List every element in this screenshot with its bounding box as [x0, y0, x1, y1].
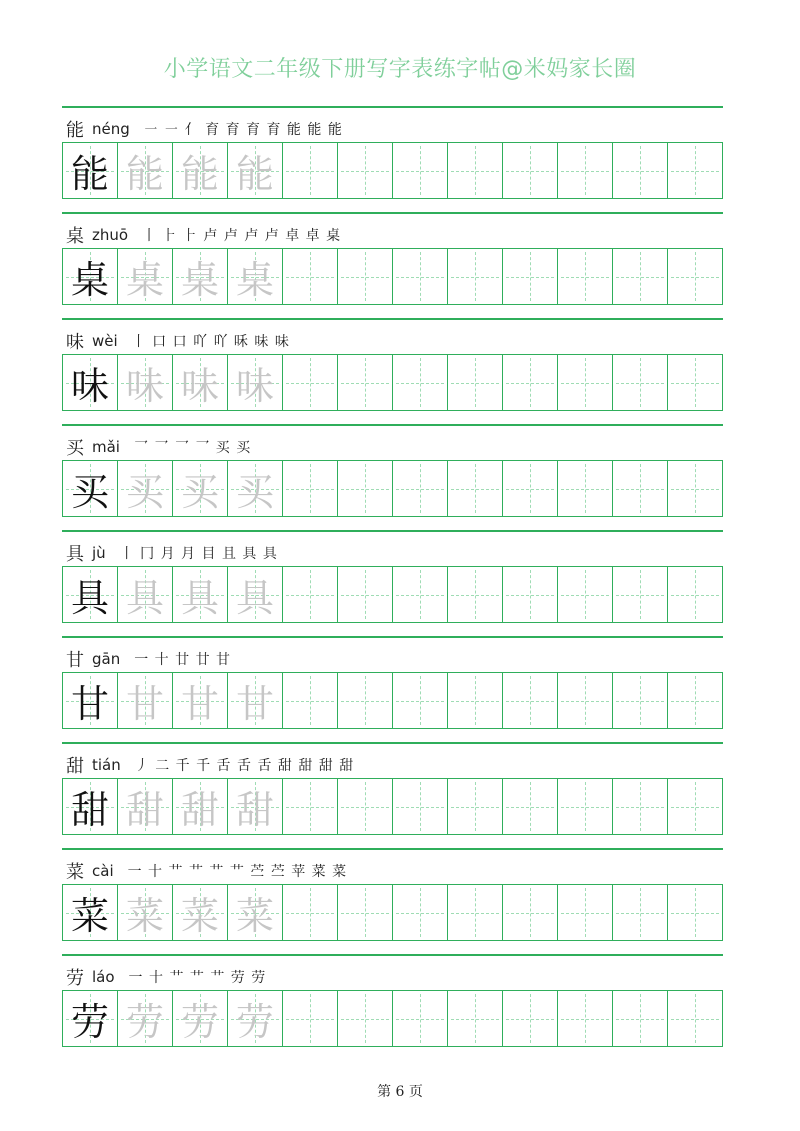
- stroke-order: 丨 口 口 吖 吖 咊 味 味: [131, 334, 290, 350]
- model-character: 桌: [70, 258, 109, 302]
- grid-cell-blank[interactable]: [338, 143, 393, 198]
- row-header: [66, 964, 266, 990]
- trace-character: 劳: [180, 1000, 219, 1044]
- character-label: 能: [66, 120, 84, 141]
- grid-cell-blank[interactable]: [393, 461, 448, 516]
- grid-cell-model: [63, 991, 118, 1046]
- practice-row: [62, 106, 723, 212]
- pinyin-label: zhuō: [92, 226, 129, 244]
- trace-character: 桌: [235, 258, 274, 302]
- grid-cell-blank[interactable]: [558, 461, 613, 516]
- writing-grid: [62, 142, 723, 199]
- grid-cell-trace: [228, 355, 283, 410]
- row-divider: [62, 106, 723, 108]
- grid-cell-blank[interactable]: [613, 249, 668, 304]
- grid-cell-blank[interactable]: [558, 143, 613, 198]
- grid-cell-model: [63, 779, 118, 834]
- grid-cell-blank[interactable]: [338, 885, 393, 940]
- row-divider: [62, 954, 723, 956]
- pinyin-label: cài: [92, 862, 114, 880]
- character-label: 味: [66, 332, 84, 353]
- grid-cell-blank[interactable]: [338, 567, 393, 622]
- grid-cell-trace: [173, 461, 228, 516]
- row-divider: [62, 530, 723, 532]
- grid-cell-blank[interactable]: [558, 673, 613, 728]
- row-header: [66, 858, 347, 884]
- grid-cell-blank[interactable]: [558, 567, 613, 622]
- grid-cell-blank[interactable]: [503, 673, 558, 728]
- grid-cell-blank[interactable]: [393, 567, 448, 622]
- stroke-order: 一 十 艹 艹 艹 劳 劳: [128, 970, 267, 986]
- grid-cell-model: [63, 355, 118, 410]
- row-divider: [62, 424, 723, 426]
- writing-grid: [62, 778, 723, 835]
- model-character: 劳: [70, 1000, 109, 1044]
- practice-row: [62, 742, 723, 848]
- row-header: [66, 328, 290, 354]
- character-label: 买: [66, 438, 84, 459]
- grid-cell-trace: [173, 567, 228, 622]
- trace-character: 劳: [125, 1000, 164, 1044]
- grid-cell-blank[interactable]: [503, 779, 558, 834]
- grid-cell-trace: [228, 991, 283, 1046]
- grid-cell-blank[interactable]: [668, 885, 722, 940]
- grid-cell-blank[interactable]: [448, 249, 503, 304]
- grid-cell-blank[interactable]: [668, 143, 722, 198]
- grid-cell-trace: [118, 991, 173, 1046]
- grid-cell-trace: [173, 779, 228, 834]
- practice-row: [62, 318, 723, 424]
- grid-cell-trace: [228, 143, 283, 198]
- practice-row: [62, 954, 723, 1060]
- grid-cell-model: [63, 143, 118, 198]
- grid-cell-blank[interactable]: [393, 143, 448, 198]
- grid-cell-trace: [118, 355, 173, 410]
- stroke-order: 一 十 艹 艹 艹 艹 苎 苎 苹 菜 菜: [127, 864, 348, 880]
- pinyin-label: gān: [92, 650, 121, 668]
- grid-cell-blank[interactable]: [668, 249, 722, 304]
- grid-cell-trace: [228, 249, 283, 304]
- page-number: 第 6 页: [377, 1084, 423, 1100]
- grid-cell-blank[interactable]: [558, 779, 613, 834]
- character-label: 劳: [66, 968, 84, 989]
- trace-character: 菜: [125, 894, 164, 938]
- trace-character: 买: [180, 470, 219, 514]
- writing-grid: [62, 672, 723, 729]
- grid-cell-trace: [173, 143, 228, 198]
- grid-cell-blank[interactable]: [393, 249, 448, 304]
- character-label: 具: [66, 544, 84, 565]
- row-header: [66, 752, 354, 778]
- grid-cell-model: [63, 673, 118, 728]
- grid-cell-blank[interactable]: [448, 143, 503, 198]
- pinyin-label: mǎi: [92, 438, 120, 456]
- trace-character: 桌: [125, 258, 164, 302]
- grid-cell-blank[interactable]: [393, 885, 448, 940]
- grid-cell-blank[interactable]: [338, 991, 393, 1046]
- grid-cell-blank[interactable]: [613, 673, 668, 728]
- grid-cell-trace: [228, 673, 283, 728]
- trace-character: 具: [125, 576, 164, 620]
- trace-character: 能: [235, 152, 274, 196]
- grid-cell-blank[interactable]: [448, 779, 503, 834]
- row-divider: [62, 742, 723, 744]
- model-character: 买: [70, 470, 109, 514]
- writing-grid: [62, 566, 723, 623]
- grid-cell-blank[interactable]: [338, 779, 393, 834]
- practice-row: [62, 424, 723, 530]
- grid-cell-trace: [228, 779, 283, 834]
- grid-cell-blank[interactable]: [338, 673, 393, 728]
- stroke-order: 丨 冂 月 月 目 且 具 具: [119, 546, 278, 562]
- grid-cell-trace: [118, 885, 173, 940]
- trace-character: 甜: [125, 788, 164, 832]
- model-character: 菜: [70, 894, 109, 938]
- model-character: 甜: [70, 788, 109, 832]
- grid-cell-model: [63, 249, 118, 304]
- grid-cell-blank[interactable]: [558, 991, 613, 1046]
- pinyin-label: jù: [92, 544, 106, 562]
- pinyin-label: tián: [92, 756, 121, 774]
- grid-cell-blank[interactable]: [558, 249, 613, 304]
- grid-cell-trace: [228, 461, 283, 516]
- grid-cell-blank[interactable]: [448, 567, 503, 622]
- grid-cell-blank[interactable]: [503, 991, 558, 1046]
- grid-cell-blank[interactable]: [503, 461, 558, 516]
- grid-cell-blank[interactable]: [393, 779, 448, 834]
- writing-grid: [62, 990, 723, 1047]
- practice-row: [62, 848, 723, 954]
- grid-cell-blank[interactable]: [503, 249, 558, 304]
- character-label: 甘: [66, 650, 84, 671]
- grid-cell-blank[interactable]: [503, 567, 558, 622]
- grid-cell-blank[interactable]: [338, 355, 393, 410]
- stroke-order: 丨 ⺊ ⺊ 卢 卢 卢 卢 卓 卓 桌: [142, 228, 342, 244]
- stroke-order: 乛 乛 乛 乛 买 买: [133, 440, 252, 456]
- stroke-order: ㇐ ㇐ 亻 育 育 育 育 能 能 能: [143, 122, 343, 138]
- grid-cell-trace: [118, 249, 173, 304]
- writing-grid: [62, 884, 723, 941]
- grid-cell-blank[interactable]: [613, 779, 668, 834]
- grid-cell-blank[interactable]: [668, 355, 722, 410]
- trace-character: 菜: [180, 894, 219, 938]
- grid-cell-blank[interactable]: [503, 143, 558, 198]
- grid-cell-blank[interactable]: [668, 779, 722, 834]
- grid-cell-blank[interactable]: [283, 885, 338, 940]
- pinyin-label: wèi: [92, 332, 118, 350]
- trace-character: 甘: [235, 682, 274, 726]
- trace-character: 味: [235, 364, 274, 408]
- trace-character: 具: [180, 576, 219, 620]
- trace-character: 味: [125, 364, 164, 408]
- row-header: [66, 222, 341, 248]
- grid-cell-blank[interactable]: [613, 885, 668, 940]
- grid-cell-blank[interactable]: [668, 673, 722, 728]
- row-divider: [62, 636, 723, 638]
- grid-cell-trace: [118, 143, 173, 198]
- grid-cell-blank[interactable]: [503, 355, 558, 410]
- grid-cell-blank[interactable]: [283, 991, 338, 1046]
- grid-cell-blank[interactable]: [393, 991, 448, 1046]
- practice-row: [62, 636, 723, 742]
- grid-cell-blank[interactable]: [283, 249, 338, 304]
- trace-character: 买: [235, 470, 274, 514]
- trace-character: 能: [180, 152, 219, 196]
- grid-cell-blank[interactable]: [338, 249, 393, 304]
- grid-cell-blank[interactable]: [668, 991, 722, 1046]
- row-header: [66, 116, 343, 142]
- trace-character: 甜: [180, 788, 219, 832]
- grid-cell-blank[interactable]: [283, 143, 338, 198]
- grid-cell-model: [63, 885, 118, 940]
- writing-grid: [62, 460, 723, 517]
- grid-cell-blank[interactable]: [448, 673, 503, 728]
- grid-cell-blank[interactable]: [613, 143, 668, 198]
- row-header: [66, 646, 231, 672]
- row-divider: [62, 318, 723, 320]
- grid-cell-blank[interactable]: [448, 461, 503, 516]
- model-character: 具: [70, 576, 109, 620]
- grid-cell-trace: [173, 991, 228, 1046]
- grid-cell-trace: [173, 885, 228, 940]
- grid-cell-blank[interactable]: [448, 885, 503, 940]
- grid-cell-trace: [173, 249, 228, 304]
- grid-cell-blank[interactable]: [668, 567, 722, 622]
- pinyin-label: néng: [92, 120, 130, 138]
- grid-cell-trace: [173, 355, 228, 410]
- trace-character: 味: [180, 364, 219, 408]
- grid-cell-blank[interactable]: [613, 355, 668, 410]
- character-label: 甜: [66, 756, 84, 777]
- model-character: 能: [70, 152, 109, 196]
- grid-cell-trace: [228, 567, 283, 622]
- grid-cell-blank[interactable]: [503, 885, 558, 940]
- grid-cell-blank[interactable]: [613, 461, 668, 516]
- grid-cell-blank[interactable]: [393, 355, 448, 410]
- row-divider: [62, 212, 723, 214]
- trace-character: 甘: [125, 682, 164, 726]
- model-character: 味: [70, 364, 109, 408]
- row-header: [66, 434, 251, 460]
- grid-cell-trace: [118, 567, 173, 622]
- trace-character: 甜: [235, 788, 274, 832]
- grid-cell-blank[interactable]: [283, 567, 338, 622]
- trace-character: 甘: [180, 682, 219, 726]
- grid-cell-blank[interactable]: [613, 567, 668, 622]
- trace-character: 桌: [180, 258, 219, 302]
- row-divider: [62, 848, 723, 850]
- grid-cell-blank[interactable]: [613, 991, 668, 1046]
- grid-cell-trace: [118, 461, 173, 516]
- grid-cell-model: [63, 567, 118, 622]
- grid-cell-blank[interactable]: [393, 673, 448, 728]
- practice-row: [62, 212, 723, 318]
- grid-cell-blank[interactable]: [558, 355, 613, 410]
- trace-character: 买: [125, 470, 164, 514]
- trace-character: 能: [125, 152, 164, 196]
- grid-cell-trace: [228, 885, 283, 940]
- practice-row: [62, 530, 723, 636]
- character-label: 菜: [66, 862, 84, 883]
- grid-cell-model: [63, 461, 118, 516]
- model-character: 甘: [70, 682, 109, 726]
- grid-cell-blank[interactable]: [558, 885, 613, 940]
- stroke-order: 丿 二 千 千 舌 舌 舌 甜 甜 甜 甜: [134, 758, 355, 774]
- grid-cell-trace: [173, 673, 228, 728]
- writing-grid: [62, 354, 723, 411]
- grid-cell-trace: [118, 779, 173, 834]
- grid-cell-blank[interactable]: [668, 461, 722, 516]
- trace-character: 具: [235, 576, 274, 620]
- grid-cell-blank[interactable]: [448, 355, 503, 410]
- pinyin-label: láo: [92, 968, 115, 986]
- stroke-order: 一 十 廿 廿 甘: [134, 652, 232, 668]
- grid-cell-blank[interactable]: [448, 991, 503, 1046]
- grid-cell-blank[interactable]: [283, 461, 338, 516]
- grid-cell-trace: [118, 673, 173, 728]
- practice-sheet: [62, 106, 723, 1060]
- writing-grid: [62, 248, 723, 305]
- row-header: [66, 540, 278, 566]
- trace-character: 劳: [235, 1000, 274, 1044]
- grid-cell-blank[interactable]: [338, 461, 393, 516]
- character-label: 桌: [66, 226, 84, 247]
- grid-cell-blank[interactable]: [283, 673, 338, 728]
- grid-cell-blank[interactable]: [283, 779, 338, 834]
- grid-cell-blank[interactable]: [283, 355, 338, 410]
- trace-character: 菜: [235, 894, 274, 938]
- page-title: 小学语文二年级下册写字表练字帖@米妈家长圈: [163, 57, 637, 82]
